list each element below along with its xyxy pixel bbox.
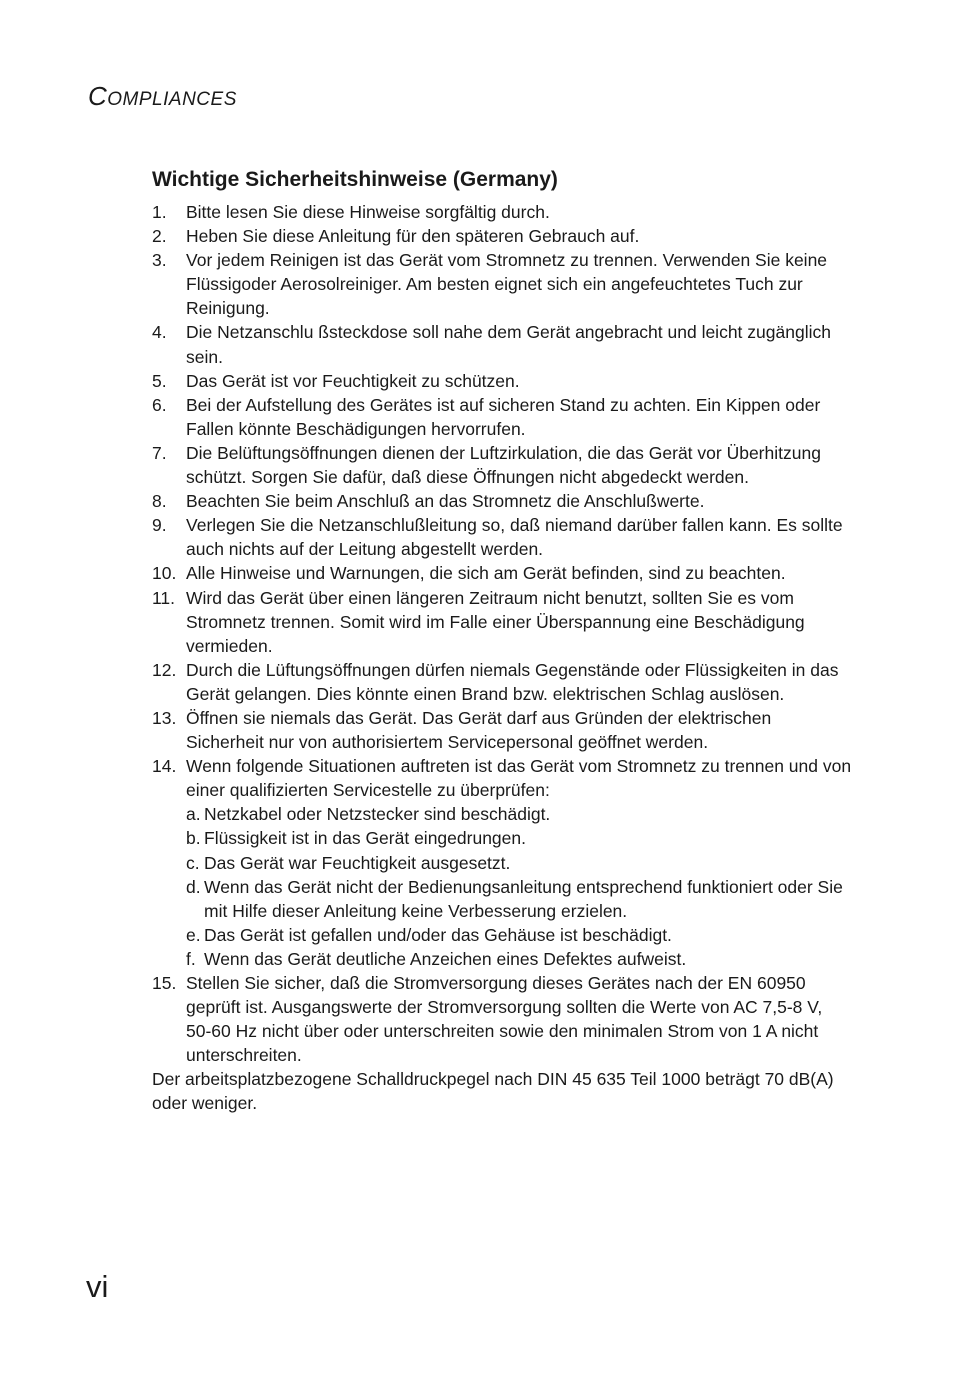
sub-list-item-letter: c. xyxy=(186,852,200,873)
list-item xyxy=(152,320,852,368)
list-item-number: 1. xyxy=(152,202,167,222)
sub-list-item-letter: b. xyxy=(186,828,201,849)
list-item xyxy=(152,393,852,441)
list-item xyxy=(152,489,852,513)
list-item xyxy=(152,441,852,489)
safety-section xyxy=(152,166,852,1116)
list-item xyxy=(152,561,852,585)
list-item xyxy=(152,658,852,706)
list-item-text: Die Belüftungsöffnungen dienen der Luftzirkulation, die das Gerät vor Überhitzung schützt. Sorgen Sie dafür, daß diese Öffnungen nicht abgedeckt werden. xyxy=(186,442,821,488)
list-item-number: 3. xyxy=(152,250,167,271)
list-item-text: Das Gerät ist vor Feuchtigkeit zu schützen. xyxy=(186,370,520,391)
sub-list-item-text: Netzkabel oder Netzstecker sind beschädigt. xyxy=(204,804,551,825)
sub-list-item xyxy=(186,875,852,923)
list-item-number: 11. xyxy=(152,587,176,608)
list-item-text: Alle Hinweise und Warnungen, die sich am Gerät befinden, sind zu beachten. xyxy=(186,563,786,584)
sub-list-item-text: Das Gerät war Feuchtigkeit ausgesetzt. xyxy=(204,852,511,873)
list-item xyxy=(152,224,852,248)
list-item-number: 13. xyxy=(152,707,177,728)
list-item-number: 6. xyxy=(152,394,167,415)
list-item-text: Stellen Sie sicher, daß die Stromversorgung dieses Gerätes nach der EN 60950 geprüft ist. Ausgangswerte der Stromversorgung sollten die Werte von AC 7,5-8 V, 50-60 Hz nicht über oder unterschreiten sowie den minimalen Strom von 1 A nicht unterschreiten. xyxy=(186,973,823,1066)
list-item-text: Öffnen sie niemals das Gerät. Das Gerät darf aus Gründen der elektrischen Sicherheit nur von authorisiertem Servicepersonal geöffnet werden. xyxy=(186,707,772,753)
sub-list-item xyxy=(186,802,852,826)
list-item xyxy=(152,248,852,320)
list-item xyxy=(152,369,852,393)
list-item xyxy=(152,200,852,224)
sub-list-item-letter: e. xyxy=(186,924,201,945)
list-item xyxy=(152,513,852,561)
sub-list-item-text: Flüssigkeit ist in das Gerät eingedrungen. xyxy=(204,828,526,849)
list-item-number: 5. xyxy=(152,370,167,391)
sub-list-item-text: Das Gerät ist gefallen und/oder das Gehäuse ist beschädigt. xyxy=(204,924,672,945)
sub-list-item xyxy=(186,851,852,875)
list-item-number: 9. xyxy=(152,515,167,536)
list-item xyxy=(152,754,852,971)
running-head-initial: C xyxy=(88,81,108,111)
list-item-number: 12. xyxy=(152,659,177,680)
sub-list-item xyxy=(186,947,852,971)
list-item xyxy=(152,971,852,1067)
list-item-number: 2. xyxy=(152,226,167,247)
list-item-text: Durch die Lüftungsöffnungen dürfen niemals Gegenstände oder Flüssigkeiten in das Gerät gelangen. Dies könnte einen Brand bzw. elektrischen Schlag auslösen. xyxy=(186,659,839,704)
list-item-number: 8. xyxy=(152,491,167,512)
running-head-rest: OMPLIANCES xyxy=(107,89,237,110)
list-item-text: Verlegen Sie die Netzanschlußleitung so, daß niemand darüber fallen kann. Es sollte auch nichts auf der Leitung abgestellt werden. xyxy=(186,515,843,560)
running-head xyxy=(88,80,237,116)
page-number: vi xyxy=(86,1269,109,1304)
list-item xyxy=(152,706,852,754)
list-item-number: 14. xyxy=(152,756,177,777)
section-heading: Wichtige Sicherheitshinweise (Germany) xyxy=(152,168,558,191)
sub-list-item xyxy=(186,923,852,947)
list-item-text: Bei der Aufstellung des Gerätes ist auf sicheren Stand zu achten. Ein Kippen oder Fallen könnte Beschädigungen hervorrufen. xyxy=(186,394,821,439)
list-item-number: 7. xyxy=(152,442,167,463)
list-item-text: Beachten Sie beim Anschluß an das Stromnetz die Anschlußwerte. xyxy=(186,491,705,512)
list-item-text: Vor jedem Reinigen ist das Gerät vom Stromnetz zu trennen. Verwenden Sie keine Flüssigoder Aerosolreiniger. Am besten eignet sich ein angefeuchtetes Tuch zur Reinigung. xyxy=(186,250,828,319)
sub-list-item-text: Wenn das Gerät nicht der Bedienungsanleitung entsprechend funktioniert oder Sie mit Hilfe dieser Anleitung keine Verbesserung erzielen. xyxy=(204,876,843,921)
list-item-text: Wird das Gerät über einen längeren Zeitraum nicht benutzt, sollten Sie es vom Stromnetz trennen. Somit wird im Falle einer Überspannung eine Beschädigung vermieden. xyxy=(186,587,805,656)
list-item xyxy=(152,586,852,658)
list-item-text: Wenn folgende Situationen auftreten ist das Gerät vom Stromnetz zu trennen und von einer qualifizierten Servicestelle zu überprüfen: xyxy=(186,756,852,801)
list-item-number: 4. xyxy=(152,322,167,343)
sub-list-item-text: Wenn das Gerät deutliche Anzeichen eines Defektes aufweist. xyxy=(204,948,687,969)
safety-instructions-list xyxy=(152,200,852,1067)
sub-list-item xyxy=(186,826,852,850)
list-item-number: 15. xyxy=(152,973,177,993)
list-item-number: 10. xyxy=(152,563,177,584)
list-item-text: Heben Sie diese Anleitung für den späteren Gebrauch auf. xyxy=(186,226,640,247)
sub-list-item-letter: d. xyxy=(186,876,201,897)
sub-list xyxy=(186,802,852,971)
list-item-text: Die Netzanschlu ßsteckdose soll nahe dem Gerät angebracht und leicht zugänglich sein. xyxy=(186,322,831,367)
sub-list-item-letter: f. xyxy=(186,948,196,969)
list-item-text: Bitte lesen Sie diese Hinweise sorgfältig durch. xyxy=(186,202,550,222)
sub-list-item-letter: a. xyxy=(186,804,201,825)
noise-level-note: Der arbeitsplatzbezogene Schalldruckpegel nach DIN 45 635 Teil 1000 beträgt 70 dB(A) oder weniger. xyxy=(152,1069,834,1114)
